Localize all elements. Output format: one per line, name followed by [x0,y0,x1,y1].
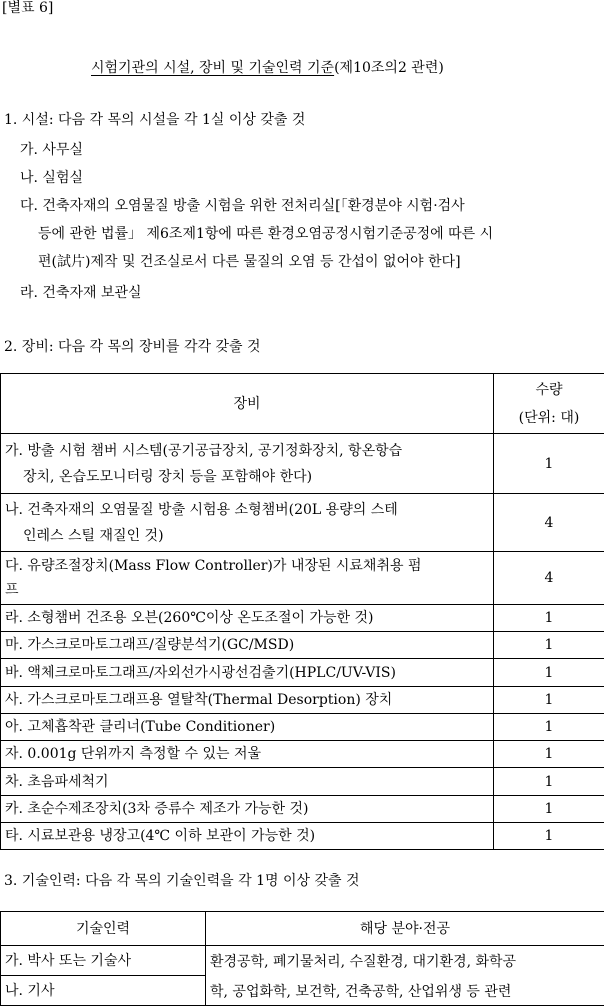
facility-item-continuation: 등에 관한 법률」 제6조제1항에 따른 환경오염공정시험기준공정에 따른 시 [38,224,493,244]
field-cell [206,946,604,1006]
equipment-cell: 차. 초음파세척기 [1,768,494,796]
equipment-text: 나. 건축자재의 오염물질 방출 시험용 소형챔버(20L 용량의 스테 [5,500,489,520]
quantity-cell: 1 [494,632,604,659]
quantity-cell: 1 [494,434,604,494]
equipment-cell: 카. 초순수제조장치(3차 증류수 제조가 가능한 것) [1,796,494,823]
quantity-cell: 1 [494,796,604,823]
table-row [1,796,604,823]
quantity-cell: 1 [494,659,604,687]
page-title [91,58,444,78]
equipment-cell: 타. 시료보관용 냉장고(4℃ 이하 보관이 가능한 것) [1,823,494,850]
table-row [1,768,604,796]
personnel-table [0,911,604,1006]
quantity-column-header [494,374,604,434]
section3-heading: 3. 기술인력: 다음 각 목의 기술인력을 각 1명 이상 갖출 것 [4,871,360,891]
table-row [1,714,604,741]
personnel-column-header: 기술인력 [1,912,206,946]
equipment-text: 가. 방출 시험 챔버 시스템(공기공급장치, 공기정화장치, 항온항습 [5,441,489,461]
personnel-cell: 가. 박사 또는 기술사 [1,946,206,976]
equipment-text: 프 [5,580,489,600]
title-main: 시험기관의 시설, 장비 및 기술인력 기준 [91,60,334,76]
equipment-text: 다. 유량조절장치(Mass Flow Controller)가 내장된 시료채취용 펌 [5,556,489,576]
equipment-table-header [1,374,604,434]
equipment-cell: 바. 액체크로마토그래프/자외선가시광선검출기(HPLC/UV-VIS) [1,659,494,687]
section2-heading: 2. 장비: 다음 각 목의 장비를 각각 갖출 것 [4,337,261,357]
table-row [1,659,604,687]
quantity-unit-label: (단위: 대) [498,408,600,428]
quantity-cell: 4 [494,494,604,552]
table-row [1,494,604,552]
personnel-cell: 나. 기사 [1,976,206,1006]
facility-item: 나. 실험실 [20,168,83,188]
table-row [1,434,604,494]
quantity-cell: 1 [494,714,604,741]
table-row [1,823,604,850]
quantity-header-label: 수량 [498,380,600,400]
equipment-column-header: 장비 [1,374,494,434]
quantity-cell: 1 [494,768,604,796]
equipment-text: 인레스 스틸 재질인 것) [5,526,489,546]
table-row [1,632,604,659]
facility-item-continuation: 편(試片)제작 및 건조실로서 다른 물질의 오염 등 간섭이 없어야 한다] [38,252,461,272]
facility-item: 가. 사무실 [20,140,83,160]
field-text: 환경공학, 폐기물처리, 수질환경, 대기환경, 화학공 [210,952,600,972]
equipment-table [0,373,604,850]
equipment-cell: 라. 소형챔버 건조용 오븐(260℃이상 온도조절이 가능한 것) [1,605,494,632]
facility-item: 다. 건축자재의 오염물질 방출 시험을 위한 전처리실[「환경분야 시험·검사 [20,196,465,216]
table-row [1,552,604,605]
facility-item: 라. 건축자재 보관실 [20,283,142,303]
annex-label: [별표 6] [2,0,53,18]
equipment-cell [1,494,494,552]
equipment-cell: 마. 가스크로마토그래프/질량분석기(GC/MSD) [1,632,494,659]
field-column-header: 해당 분야·전공 [206,912,604,946]
equipment-cell: 아. 고체흡착관 클리너(Tube Conditioner) [1,714,494,741]
equipment-cell [1,434,494,494]
quantity-cell: 1 [494,687,604,714]
table-row [1,946,604,976]
table-row [1,687,604,714]
equipment-cell [1,552,494,605]
field-text: 학, 공업화학, 보건학, 건축공학, 산업위생 등 관련 [210,982,600,1002]
title-suffix: (제10조의2 관련) [334,60,444,76]
equipment-cell: 사. 가스크로마토그래프용 열탈착(Thermal Desorption) 장치 [1,687,494,714]
quantity-cell: 4 [494,552,604,605]
section1-heading: 1. 시설: 다음 각 목의 시설을 각 1실 이상 갖출 것 [4,110,305,130]
table-row [1,741,604,768]
quantity-cell: 1 [494,605,604,632]
equipment-cell: 자. 0.001g 단위까지 측정할 수 있는 저울 [1,741,494,768]
quantity-cell: 1 [494,741,604,768]
table-row [1,605,604,632]
equipment-text: 장치, 온습도모니터링 장치 등을 포함해야 한다) [5,467,489,487]
quantity-cell: 1 [494,823,604,850]
personnel-table-header [1,912,604,946]
